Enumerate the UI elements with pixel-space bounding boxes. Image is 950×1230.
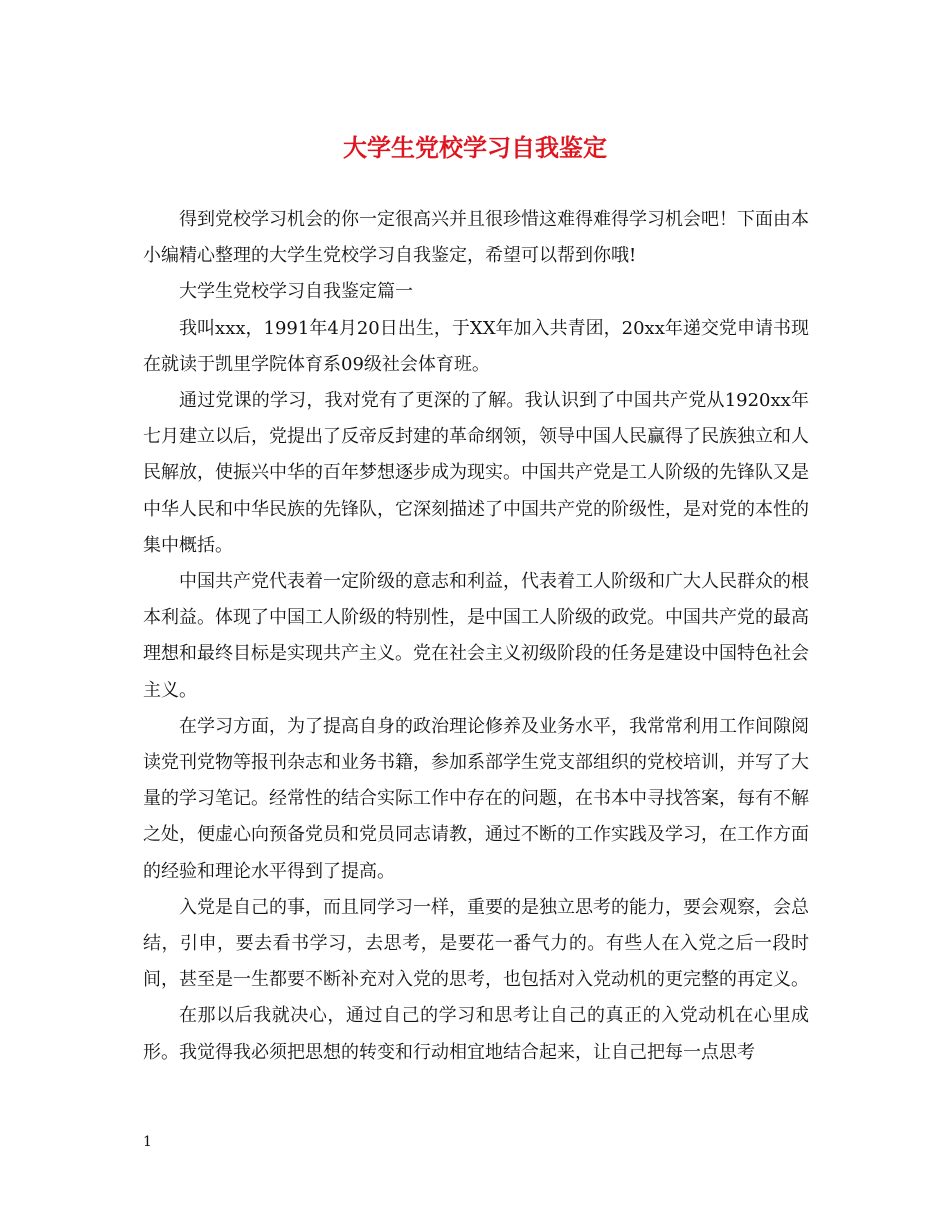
paragraph: 在学习方面，为了提高自身的政治理论修养及业务水平，我常常利用工作间隙阅读党刊党物等报刊杂志和业务书籍，参加系部学生党支部组织的党校培训，并写了大量的学习笔记。经常性的结合实际工作中存在的问题，在书本中寻找答案，每有不解之处，便虚心向预备党员和党员同志请教，通过不断的工作实践及学习，在工作方面的经验和理论水平得到了提高。: [143, 715, 809, 882]
page-number: 1: [143, 1134, 152, 1150]
document-title: 大学生党校学习自我鉴定: [343, 133, 607, 162]
paragraph: 通过党课的学习，我对党有了更深的了解。我认识到了中国共产党从1920xx年七月建立以后，党提出了反帝反封建的革命纲领，领导中国人民赢得了民族独立和人民解放，使振兴中华的百年梦想逐步成为现实。中国共产党是工人阶级的先锋队又是中华人民和中华民族的先锋队，它深刻描述了中国共产党的阶级性，是对党的本性的集中概括。: [143, 390, 809, 556]
document-body: [143, 202, 809, 1071]
paragraph: 中国共产党代表着一定阶级的意志和利益，代表着工人阶级和广大人民群众的根本利益。体现了中国工人阶级的特别性，是中国工人阶级的政党。中国共产党的最高理想和最终目标是实现共产主义。党在社会主义初级阶段的任务是建设中国特色社会主义。: [143, 571, 809, 701]
paragraph-intro: 得到党校学习机会的你一定很高兴并且很珍惜这难得难得学习机会吧！下面由本小编精心整理的大学生党校学习自我鉴定，希望可以帮到你哦!: [143, 209, 809, 267]
paragraph: 我叫xxx，1991年4月20日出生，于XX年加入共青团，20xx年递交党申请书现在就读于凯里学院体育系09级社会体育班。: [143, 317, 809, 375]
paragraph: 入党是自己的事，而且同学习一样，重要的是独立思考的能力，要会观察，会总结，引申，要去看书学习，去思考，是要花一番气力的。有些人在入党之后一段时间，甚至是一生都要不断补充对入党的思考，也包括对入党动机的更完整的再定义。: [143, 896, 809, 991]
paragraph: 在那以后我就决心，通过自己的学习和思考让自己的真正的入党动机在心里成形。我觉得我必须把思想的转变和行动相宜地结合起来，让自己把每一点思考: [143, 1005, 809, 1063]
section-heading: 大学生党校学习自我鉴定篇一: [179, 281, 413, 303]
